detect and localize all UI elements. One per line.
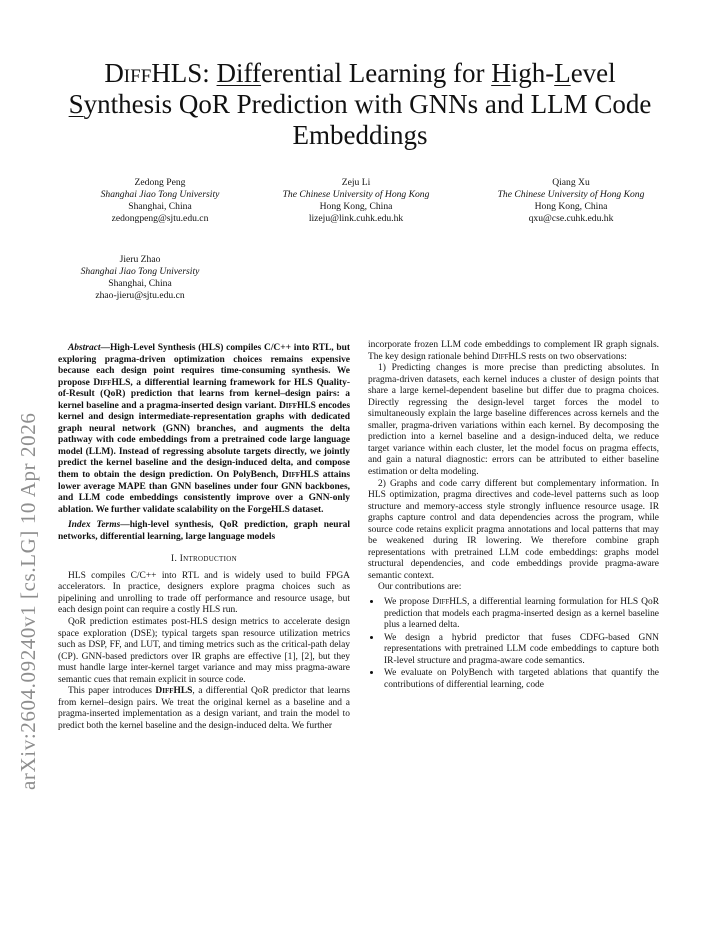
- index-terms-label: Index Terms: [68, 520, 121, 531]
- method-name: DiffHLS: [93, 377, 131, 388]
- author-location: Hong Kong, China: [534, 201, 608, 212]
- title-part: S: [68, 89, 84, 119]
- abstract: [58, 343, 350, 516]
- abstract-text: encodes kernel and design intermediate-representation graphs with dedicated graph neural network (GNN) branches, and augments the delta pathway with code embeddings from a pretrained code large language model (LLM). Instead of regressing absolute targets directly, we jointly predict the kernel baseline and the design-induced delta, and compose them to obtain the design prediction. On PolyBench,: [58, 400, 350, 481]
- author-block: [465, 177, 677, 225]
- title-part: HLS:: [151, 58, 217, 88]
- method-name: DiffHLS: [432, 597, 468, 608]
- abstract-text: , a differential learning framework for HLS Quality-of-Result (QoR) prediction that learns from kernel–design pairs: a kernel baseline and a pragma-inserted design variant.: [58, 377, 350, 411]
- list-item: • We design a hybrid predictor that fuses CDFG-based GNN representations with pretrained LLM code embeddings to capture both IR-level structure and pragma-aware code semantics.: [382, 632, 659, 668]
- abstract-text: attains lower average MAPE than GNN baselines under four GNN backbones, and LLM code embeddings consistently improve over a GNN-only ablation. We further validate scalability on the ForgeHLS dataset.: [58, 470, 350, 515]
- paragraph: HLS compiles C/C++ into RTL and is widely used to build FPGA accelerators. In practice, designers explore pragma choices such as pipelining and unrolling to trade off performance and resource usage, but each design point can require a costly HLS run.: [58, 570, 350, 616]
- author-block: [256, 177, 456, 225]
- title-part: Diff: [104, 58, 152, 88]
- paragraph-text: This paper introduces: [68, 686, 156, 697]
- paragraph-text: , a differential QoR predictor that learns from kernel–design pairs. We treat the original kernel as a baseline and a pragma-inserted implementation as a design variant, and train the model to predict both the kernel baseline and the design-induced delta. We further: [58, 686, 350, 731]
- abstract-text: —High-Level Synthesis (HLS) compiles C/C++ into RTL, but exploring pragma-driven optimization choices remains expensive because each design point requires time-consuming synthesis. We propose: [58, 343, 350, 388]
- title-part: erential Learning for: [261, 58, 492, 88]
- method-name: DiffHLS: [155, 686, 193, 697]
- title-part: Diff: [216, 58, 262, 88]
- author-email: lizeju@link.cuhk.edu.hk: [308, 213, 404, 224]
- author-location: Shanghai, China: [128, 201, 192, 212]
- paper-title: [60, 58, 660, 151]
- author-location: Shanghai, China: [108, 278, 172, 289]
- paragraph: Our contributions are:: [378, 582, 462, 593]
- paragraph: [368, 340, 659, 363]
- author-affiliation: Shanghai Jiao Tong University: [100, 189, 220, 200]
- paragraph: QoR prediction estimates post-HLS design metrics to accelerate design space exploration (DSE); typical targets span resource utilization metrics such as DSP, FF, and LUT, and timing metrics such as the critical-path delay (CP). GNN-based predictors over IR graphs are effective [1], [2], but they must handle large inter-kernel target variance and may miss pragma-aware semantic cues that remain explicit in source code.: [58, 617, 350, 685]
- left-column: [58, 343, 350, 733]
- author-email: qxu@cse.cuhk.edu.hk: [528, 213, 614, 224]
- author-name: Zeju Li: [341, 177, 371, 188]
- method-name: DiffHLS: [278, 400, 316, 411]
- author-affiliation: The Chinese University of Hong Kong: [497, 189, 645, 200]
- arxiv-identifier-stamp: arXiv:2604.09240v1 [cs.LG] 10 Apr 2026: [16, 412, 40, 790]
- right-column: [368, 340, 659, 691]
- paragraph-text: incorporate frozen LLM code embeddings to complement IR graph signals. The key design rationale behind: [368, 340, 659, 362]
- title-part: evel: [570, 58, 616, 88]
- paragraph: 2) Graphs and code carry different but complementary information. In HLS optimization, pragma directives and code-level patterns such as loop structure and memory-access style strongly influence resource usage. IR graphs capture control and data dependencies across the program, while source code retains explicit pragma annotations and local patterns that may be weakened during IR lowering. We therefore combine graph representations with pretrained LLM code embeddings: graphs model structural dependencies, and code embeddings provide pragma-aware semantic context.: [368, 478, 659, 581]
- author-name: Jieru Zhao: [119, 254, 161, 265]
- method-name: DiffHLS: [281, 470, 319, 481]
- index-terms-text: —high-level synthesis, QoR prediction, graph neural networks, differential learning, large language models: [58, 520, 350, 542]
- list-item: [382, 596, 659, 632]
- list-item: • We evaluate on PolyBench with targeted ablations that quantify the contributions of differential learning, code: [382, 667, 659, 691]
- author-affiliation: Shanghai Jiao Tong University: [80, 266, 200, 277]
- paragraph: 1) Predicting changes is more precise than predicting absolutes. In pragma-driven datasets, each kernel induces a cluster of design points that share a large kernel-dependent baseline but differ due to pragma choices. Directly regressing the design-level target forces the model to simultaneously explain the large baseline differences across kernels and the smaller, pragma-driven variations within each kernel. By decomposing the prediction into a kernel baseline and a design-induced delta, we reduce target variance within each cluster, let the model focus on pragma effects, and gain a natural diagnostic: errors can be attributed to either baseline estimation or delta modeling.: [368, 363, 659, 478]
- author-affiliation: The Chinese University of Hong Kong: [282, 189, 430, 200]
- method-name: DiffHLS: [491, 351, 527, 362]
- section-heading: I. Introduction: [171, 554, 237, 565]
- list-item-text: We propose: [384, 597, 433, 608]
- paragraph: [58, 686, 350, 732]
- paragraph-text: rests on two observations:: [526, 351, 627, 362]
- author-name: Qiang Xu: [552, 177, 590, 188]
- author-block: [50, 254, 230, 302]
- author-email: zhao-jieru@sjtu.edu.cn: [95, 290, 185, 301]
- contributions-list: [368, 596, 659, 691]
- title-part: ynthesis QoR Prediction with GNNs and LLM Code Embeddings: [83, 89, 652, 150]
- author-location: Hong Kong, China: [319, 201, 393, 212]
- index-terms: [58, 520, 350, 543]
- author-name: Zedong Peng: [134, 177, 186, 188]
- author-email: zedongpeng@sjtu.edu.cn: [111, 213, 209, 224]
- abstract-label: Abstract: [68, 343, 101, 353]
- title-part: igh-: [510, 58, 555, 88]
- author-block: [60, 177, 260, 225]
- title-part: H: [491, 58, 511, 88]
- title-part: L: [554, 58, 571, 88]
- list-item-text: , a differential learning formulation for HLS QoR prediction that models each pragma-inserted design as a kernel baseline plus a learned delta.: [384, 597, 659, 631]
